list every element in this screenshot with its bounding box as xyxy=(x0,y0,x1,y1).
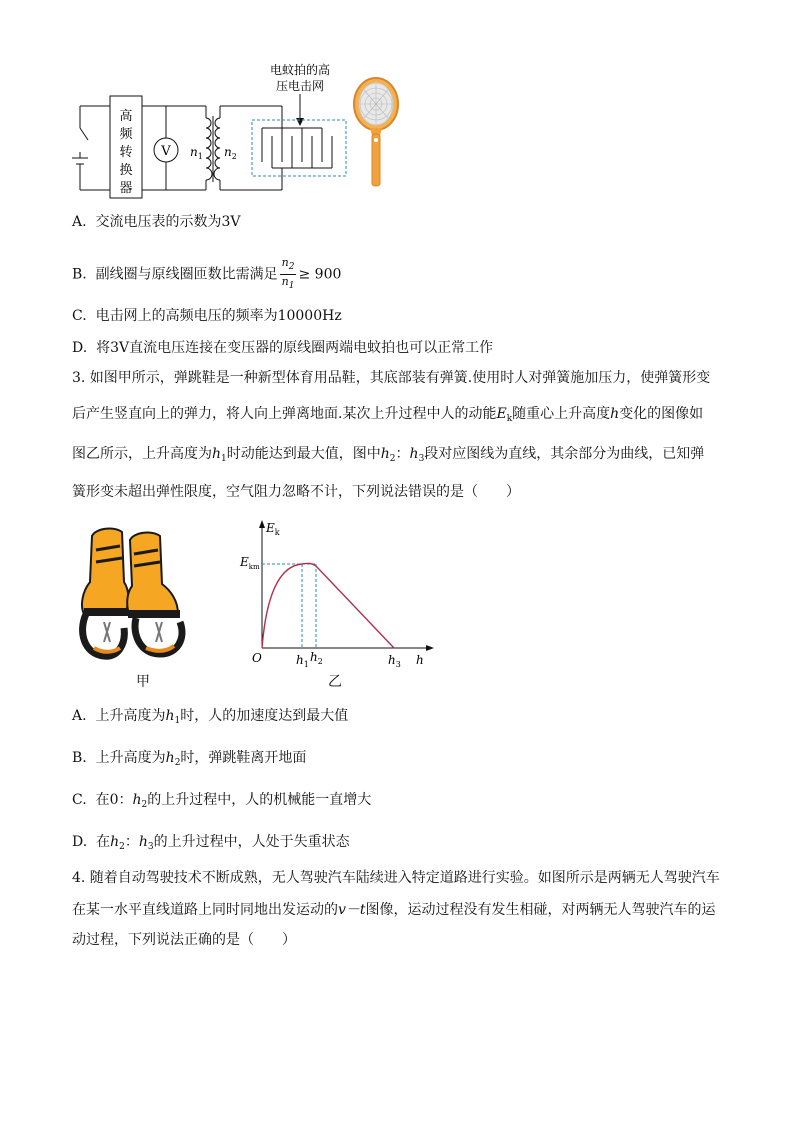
converter-char-1: 高 xyxy=(119,109,133,124)
option-prefix: D. xyxy=(72,340,88,356)
mosquito-racket-image xyxy=(350,74,406,190)
h3-label: $h_3$ xyxy=(388,653,401,669)
n1-label: $n_1$ xyxy=(190,145,203,161)
q3-stem-line4: 簧形变未超出弹性限度，空气阻力忽略不计，下列说法错误的是（ ） xyxy=(72,484,520,500)
q4-stem-line1: 4. 随着自动驾驶技术不断成熟，无人驾驶汽车陆续进入特定道路进行实验。如图所示是两辆无人驾驶汽车 xyxy=(72,870,720,886)
voltmeter-label: V xyxy=(161,144,171,159)
option-text: 将3V直流电压连接在变压器的原线圈两端电蚊拍也可以正常工作 xyxy=(96,340,494,356)
option-tail: ≥ 900 xyxy=(298,266,342,283)
ek-curve xyxy=(262,563,394,648)
caption-yi: 乙 xyxy=(328,674,342,690)
option-text: 电击网上的高频电压的频率为10000Hz xyxy=(95,308,342,324)
q2-option-b xyxy=(72,256,341,293)
q2-option-d xyxy=(72,338,493,358)
option-text: 副线圈与原线圈匝数比需满足 xyxy=(95,266,278,283)
y-axis-label: $E_k$ xyxy=(266,521,280,537)
converter-char-4: 换 xyxy=(119,163,133,178)
converter-char-3: 转 xyxy=(119,145,133,160)
q2-option-a xyxy=(72,212,241,232)
q4-stem-line3: 动过程，下列说法正确的是（ ） xyxy=(72,932,296,948)
q3-stem-line3: 图乙所示，上升高度为$h_1$时动能达到最大值，图中$h_2$：$h_3$段对应图线为直线，其余部分为曲线，已知弹 xyxy=(72,446,705,464)
grid-label-line2: 压电击网 xyxy=(275,79,325,93)
turns-ratio-fraction: $\frac{n_2}{n_1}$ xyxy=(281,256,295,291)
option-prefix: A. xyxy=(72,214,87,230)
jumping-shoe-image xyxy=(74,522,190,662)
q3-stem-line2: 后产生竖直向上的弹力，将人向上弹离地面.某次上升过程中人的动能$E_k$随重心上升高度h变化的图像如 xyxy=(72,406,704,424)
option-prefix: B. xyxy=(72,266,87,283)
ekm-label: $E_{km}$ xyxy=(240,555,260,571)
option-text: 交流电压表的示数为3V xyxy=(95,214,241,230)
x-axis-label: h xyxy=(416,653,424,667)
q3-option-d: D. 在$h_2$：$h_3$的上升过程中，人处于失重状态 xyxy=(72,834,350,852)
h1-label: $h_1$ xyxy=(296,653,309,669)
q3-option-c: C. 在0：$h_2$的上升过程中，人的机械能一直增大 xyxy=(72,792,372,810)
option-prefix: C. xyxy=(72,308,87,324)
h2-label: $h_2$ xyxy=(310,650,323,666)
caption-jia: 甲 xyxy=(136,674,150,690)
q4-stem-line2: 在某一水平直线道路上同时同地出发运动的v－t图像，运动过程没有发生相碰，对两辆无人驾驶汽车的运 xyxy=(72,902,716,918)
q3-stem-line1: 3. 如图甲所示，弹跳鞋是一种新型体育用品鞋，其底部装有弹簧.使用时人对弹簧施加压力，使弹簧形变 xyxy=(72,370,711,386)
n2-label: $n_2$ xyxy=(224,145,237,161)
converter-char-2: 频 xyxy=(119,127,133,142)
ek-h-graph xyxy=(236,518,436,674)
q3-option-a: A. 上升高度为$h_1$时，人的加速度达到最大值 xyxy=(72,708,349,726)
origin-label: O xyxy=(252,651,262,665)
grid-label-line1: 电蚊拍的高 xyxy=(269,63,331,77)
converter-char-5: 器 xyxy=(119,181,133,196)
q2-option-c xyxy=(72,306,342,326)
q3-option-b: B. 上升高度为$h_2$时，弹跳鞋离开地面 xyxy=(72,750,307,768)
